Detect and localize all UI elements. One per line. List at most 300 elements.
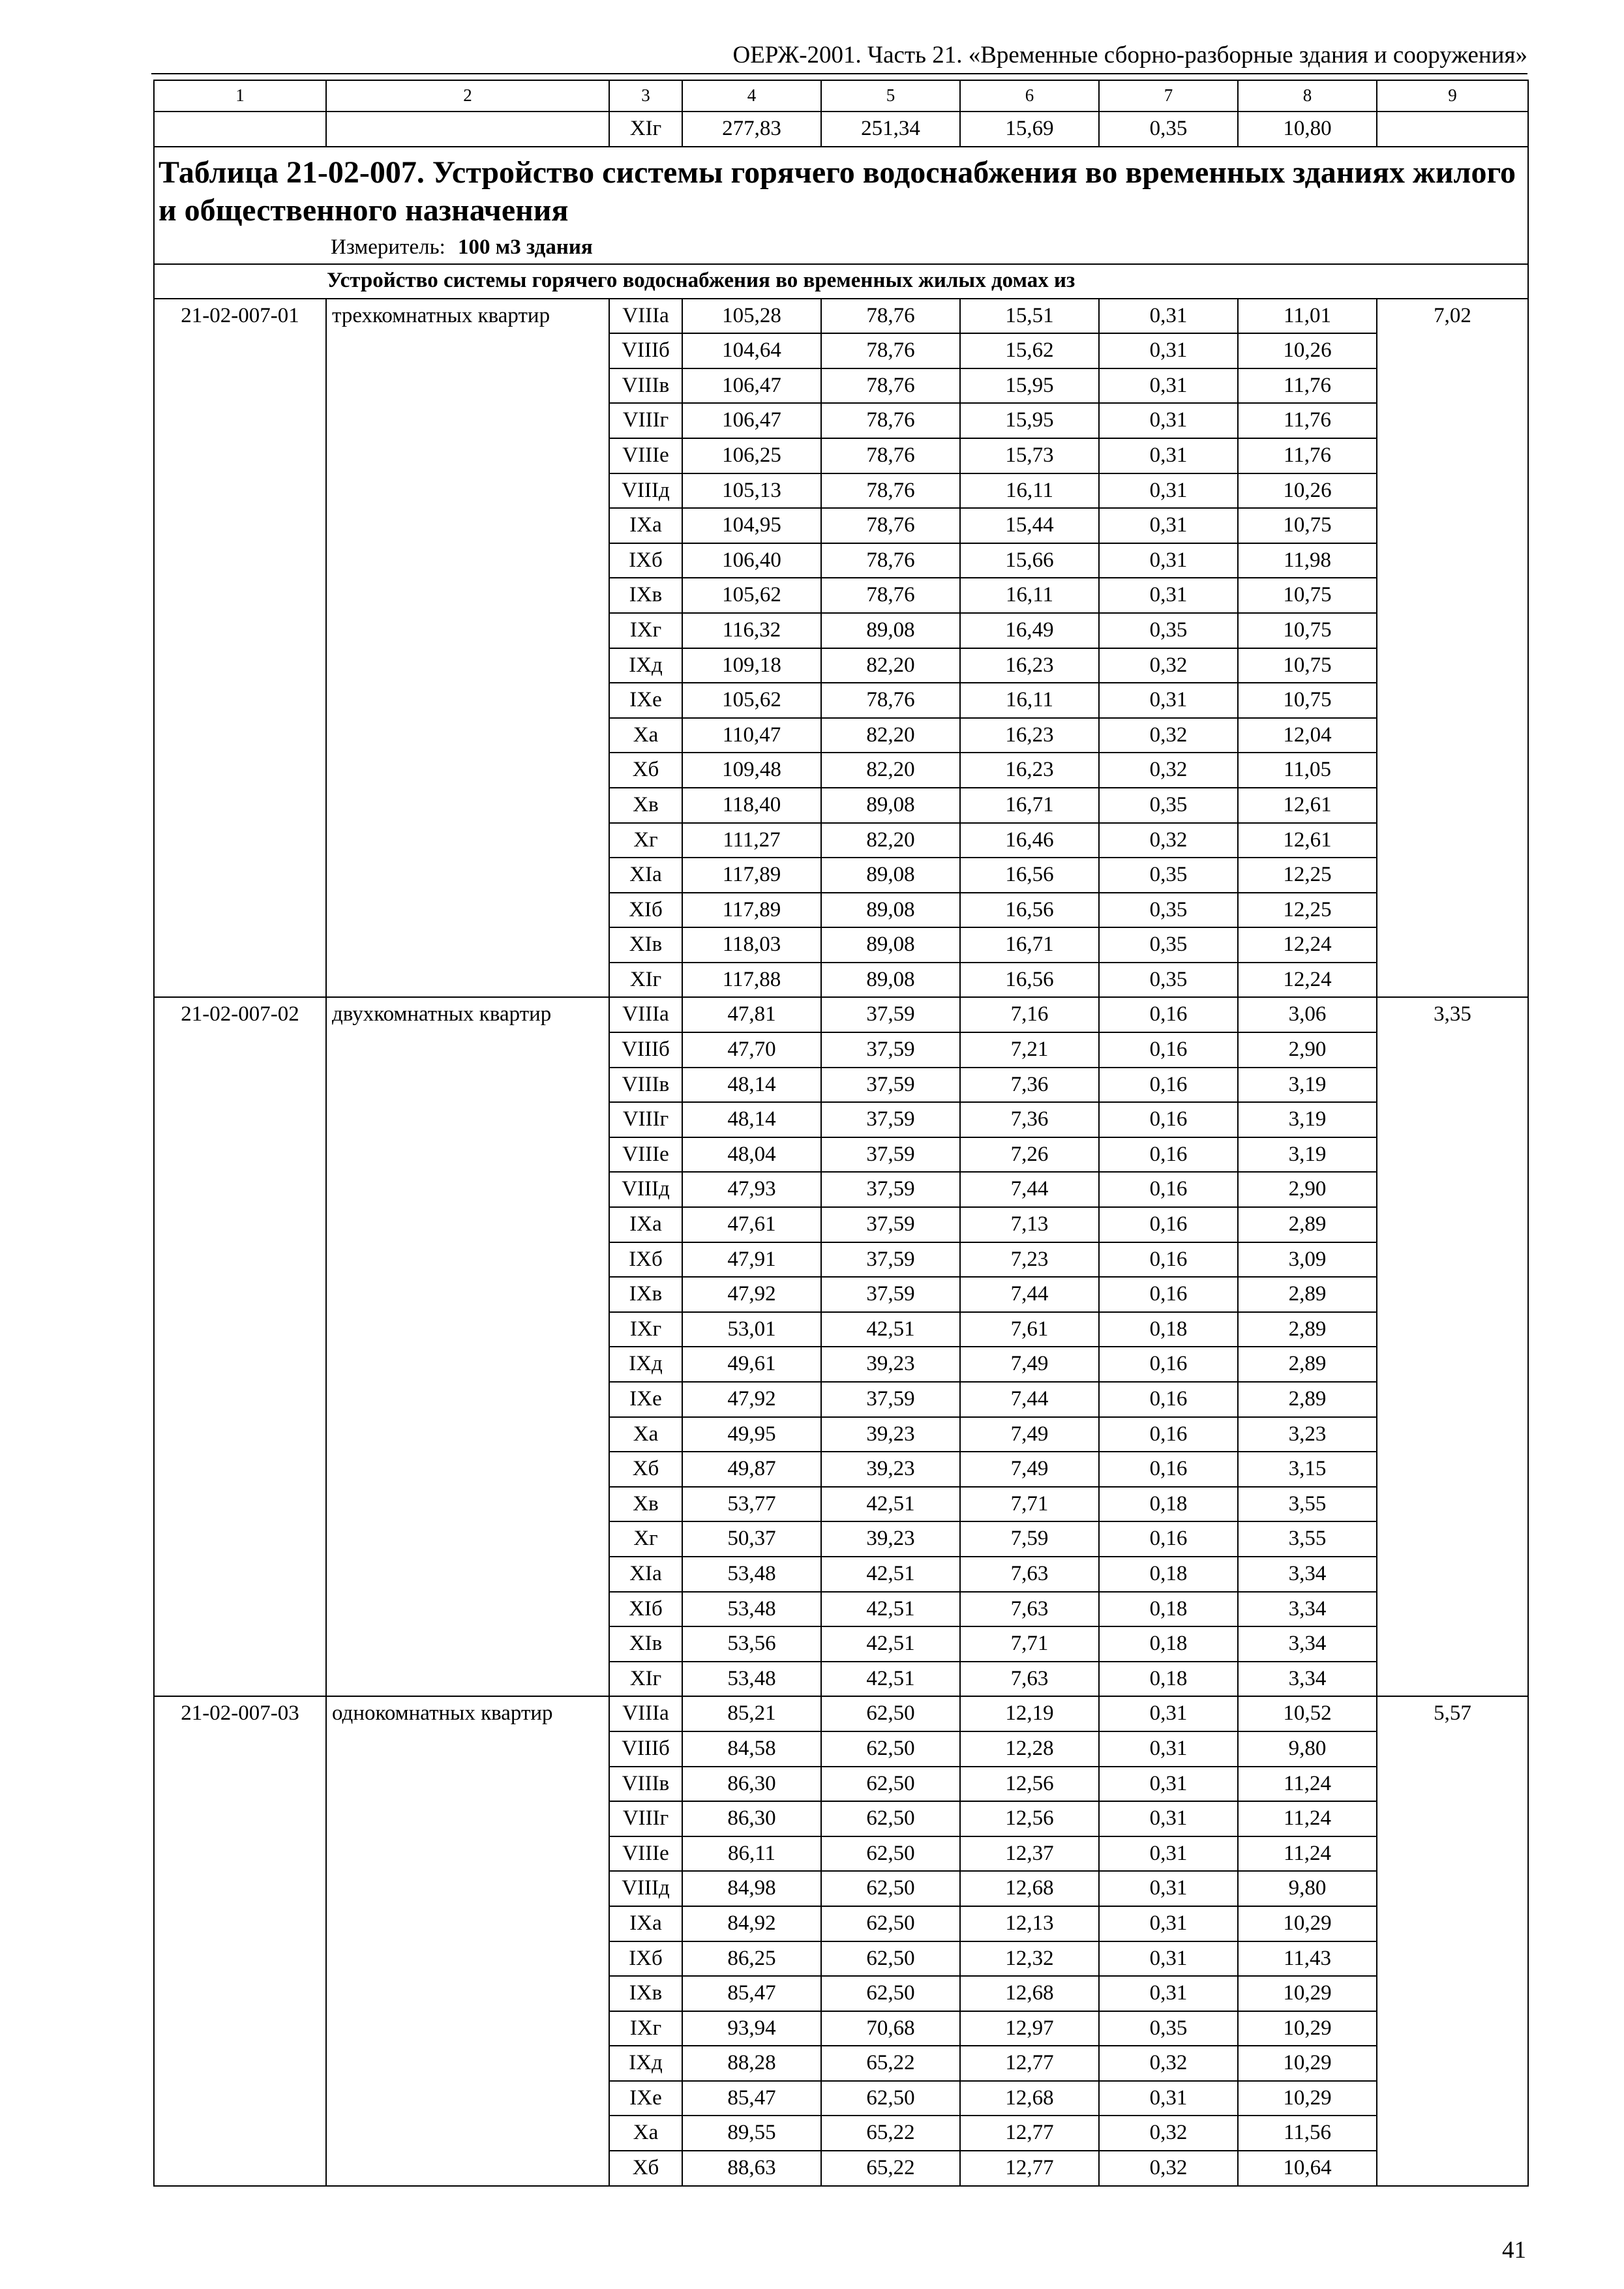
building-type: VIIIд xyxy=(609,1871,682,1906)
rates-table xyxy=(153,80,1529,2187)
column-number: 5 xyxy=(821,80,960,112)
value-cell: 48,14 xyxy=(682,1068,821,1103)
unit-line xyxy=(331,232,1524,263)
value-cell: 53,56 xyxy=(682,1626,821,1662)
value-cell: 82,20 xyxy=(821,753,960,788)
column-number: 1 xyxy=(154,80,326,112)
value-cell: 12,19 xyxy=(960,1696,1099,1731)
value-cell: 3,55 xyxy=(1238,1521,1377,1557)
building-type: Xа xyxy=(609,1417,682,1452)
value-cell: 0,31 xyxy=(1099,1941,1238,1977)
value-cell: 7,16 xyxy=(960,997,1099,1032)
header-rule xyxy=(151,73,1527,74)
value-cell: 0,16 xyxy=(1099,1382,1238,1417)
building-type: IXб xyxy=(609,1242,682,1278)
page-header: ОЕРЖ-2001. Часть 21. «Временные сборно-разборные здания и сооружения» xyxy=(732,42,1527,68)
value-cell: 11,76 xyxy=(1238,438,1377,473)
value-cell: 9,80 xyxy=(1238,1731,1377,1767)
value-cell: 39,23 xyxy=(821,1417,960,1452)
building-type: VIIIг xyxy=(609,403,682,438)
value-cell: 12,28 xyxy=(960,1731,1099,1767)
value-cell: 78,76 xyxy=(821,368,960,404)
value-cell: 42,51 xyxy=(821,1662,960,1697)
value-cell: 106,47 xyxy=(682,403,821,438)
page-number: 41 xyxy=(1502,2237,1526,2264)
value-cell: 0,31 xyxy=(1099,438,1238,473)
value-cell: 11,24 xyxy=(1238,1801,1377,1836)
value-cell: 2,89 xyxy=(1238,1277,1377,1312)
value-cell: 7,26 xyxy=(960,1137,1099,1173)
value-cell: 12,24 xyxy=(1238,963,1377,998)
value-cell: 62,50 xyxy=(821,1767,960,1802)
value-cell: 7,44 xyxy=(960,1382,1099,1417)
value-cell: 12,61 xyxy=(1238,788,1377,823)
building-type: VIIIе xyxy=(609,1836,682,1872)
value-cell: 62,50 xyxy=(821,1941,960,1977)
value-cell: 0,35 xyxy=(1099,613,1238,648)
value-cell: 10,29 xyxy=(1238,2011,1377,2046)
table-row xyxy=(154,1696,1528,1731)
value-cell: 7,21 xyxy=(960,1032,1099,1068)
carry-cell: 15,69 xyxy=(960,112,1099,147)
value-cell: 10,29 xyxy=(1238,2081,1377,2116)
value-cell: 15,66 xyxy=(960,543,1099,578)
building-type: IXд xyxy=(609,1347,682,1382)
carry-cell xyxy=(1377,112,1528,147)
value-cell: 0,32 xyxy=(1099,648,1238,683)
section-title: Устройство системы горячего водоснабжения во временных жилых домах из xyxy=(154,264,1528,299)
value-cell: 0,31 xyxy=(1099,1767,1238,1802)
value-cell: 12,32 xyxy=(960,1941,1099,1977)
value-cell: 42,51 xyxy=(821,1557,960,1592)
value-cell: 118,03 xyxy=(682,927,821,963)
carry-cell: XIг xyxy=(609,112,682,147)
building-type: Xв xyxy=(609,1487,682,1522)
value-cell: 0,31 xyxy=(1099,1906,1238,1941)
value-cell: 37,59 xyxy=(821,1382,960,1417)
value-cell: 3,09 xyxy=(1238,1242,1377,1278)
value-cell: 37,59 xyxy=(821,1172,960,1207)
value-cell: 16,56 xyxy=(960,893,1099,928)
value-cell: 89,08 xyxy=(821,858,960,893)
value-cell: 0,35 xyxy=(1099,893,1238,928)
value-cell: 86,30 xyxy=(682,1767,821,1802)
value-cell: 11,01 xyxy=(1238,299,1377,334)
value-cell: 109,18 xyxy=(682,648,821,683)
value-cell: 118,40 xyxy=(682,788,821,823)
carry-cell xyxy=(326,112,609,147)
value-cell: 62,50 xyxy=(821,1906,960,1941)
value-cell: 105,28 xyxy=(682,299,821,334)
value-cell: 12,13 xyxy=(960,1906,1099,1941)
value-cell: 0,31 xyxy=(1099,578,1238,613)
value-cell: 117,88 xyxy=(682,963,821,998)
value-cell: 7,61 xyxy=(960,1312,1099,1347)
value-cell: 0,31 xyxy=(1099,403,1238,438)
value-cell: 0,31 xyxy=(1099,333,1238,368)
value-cell: 0,32 xyxy=(1099,2116,1238,2151)
value-cell: 2,89 xyxy=(1238,1312,1377,1347)
value-cell: 111,27 xyxy=(682,823,821,858)
value-cell: 42,51 xyxy=(821,1592,960,1627)
building-type: Xа xyxy=(609,2116,682,2151)
value-cell: 85,47 xyxy=(682,1976,821,2011)
value-cell: 53,01 xyxy=(682,1312,821,1347)
building-type: VIIIа xyxy=(609,997,682,1032)
value-cell: 3,34 xyxy=(1238,1626,1377,1662)
value-cell: 78,76 xyxy=(821,403,960,438)
value-cell: 65,22 xyxy=(821,2151,960,2186)
value-cell: 0,31 xyxy=(1099,2081,1238,2116)
value-cell: 78,76 xyxy=(821,299,960,334)
column-number: 6 xyxy=(960,80,1099,112)
building-type: VIIIа xyxy=(609,299,682,334)
value-cell: 0,16 xyxy=(1099,1521,1238,1557)
table-body xyxy=(154,80,1528,2186)
value-cell: 11,43 xyxy=(1238,1941,1377,1977)
value-cell: 3,34 xyxy=(1238,1662,1377,1697)
value-cell: 0,31 xyxy=(1099,683,1238,718)
value-cell: 82,20 xyxy=(821,823,960,858)
value-cell: 12,24 xyxy=(1238,927,1377,963)
value-cell: 12,25 xyxy=(1238,893,1377,928)
value-cell: 84,98 xyxy=(682,1871,821,1906)
value-cell: 47,61 xyxy=(682,1207,821,1242)
value-cell: 16,23 xyxy=(960,718,1099,753)
value-cell: 0,16 xyxy=(1099,1242,1238,1278)
title-row xyxy=(154,147,1528,264)
value-cell: 0,32 xyxy=(1099,2046,1238,2081)
value-cell: 15,95 xyxy=(960,368,1099,404)
value-cell: 93,94 xyxy=(682,2011,821,2046)
value-cell: 86,25 xyxy=(682,1941,821,1977)
value-cell: 116,32 xyxy=(682,613,821,648)
value-cell: 2,90 xyxy=(1238,1032,1377,1068)
column-9-value: 3,35 xyxy=(1377,997,1528,1696)
value-cell: 10,75 xyxy=(1238,683,1377,718)
rate-description: однокомнатных квартир xyxy=(326,1696,609,2185)
building-type: Xг xyxy=(609,823,682,858)
building-type: XIб xyxy=(609,1592,682,1627)
value-cell: 12,56 xyxy=(960,1767,1099,1802)
value-cell: 11,98 xyxy=(1238,543,1377,578)
value-cell: 7,71 xyxy=(960,1626,1099,1662)
value-cell: 3,15 xyxy=(1238,1452,1377,1487)
value-cell: 15,51 xyxy=(960,299,1099,334)
value-cell: 0,31 xyxy=(1099,543,1238,578)
value-cell: 53,77 xyxy=(682,1487,821,1522)
value-cell: 0,32 xyxy=(1099,753,1238,788)
building-type: Xб xyxy=(609,1452,682,1487)
value-cell: 85,21 xyxy=(682,1696,821,1731)
value-cell: 15,44 xyxy=(960,508,1099,543)
column-number: 3 xyxy=(609,80,682,112)
value-cell: 7,44 xyxy=(960,1277,1099,1312)
value-cell: 12,37 xyxy=(960,1836,1099,1872)
building-type: IXв xyxy=(609,578,682,613)
value-cell: 3,34 xyxy=(1238,1592,1377,1627)
value-cell: 47,81 xyxy=(682,997,821,1032)
value-cell: 84,92 xyxy=(682,1906,821,1941)
value-cell: 7,44 xyxy=(960,1172,1099,1207)
building-type: VIIIв xyxy=(609,1767,682,1802)
value-cell: 104,95 xyxy=(682,508,821,543)
value-cell: 10,26 xyxy=(1238,333,1377,368)
value-cell: 0,18 xyxy=(1099,1487,1238,1522)
value-cell: 0,31 xyxy=(1099,299,1238,334)
building-type: IXа xyxy=(609,508,682,543)
unit-value: 100 м3 здания xyxy=(458,235,593,259)
value-cell: 0,31 xyxy=(1099,473,1238,509)
building-type: IXг xyxy=(609,613,682,648)
value-cell: 16,11 xyxy=(960,473,1099,509)
carry-cell: 10,80 xyxy=(1238,112,1377,147)
table-row xyxy=(154,299,1528,334)
value-cell: 10,75 xyxy=(1238,613,1377,648)
value-cell: 42,51 xyxy=(821,1312,960,1347)
value-cell: 0,16 xyxy=(1099,1102,1238,1137)
rate-description: трехкомнатных квартир xyxy=(326,299,609,998)
value-cell: 37,59 xyxy=(821,1242,960,1278)
building-type: IXа xyxy=(609,1207,682,1242)
value-cell: 16,71 xyxy=(960,927,1099,963)
unit-label: Измеритель: xyxy=(331,235,445,259)
value-cell: 62,50 xyxy=(821,1731,960,1767)
value-cell: 62,50 xyxy=(821,2081,960,2116)
value-cell: 0,35 xyxy=(1099,963,1238,998)
carry-cell: 277,83 xyxy=(682,112,821,147)
value-cell: 10,64 xyxy=(1238,2151,1377,2186)
value-cell: 16,56 xyxy=(960,963,1099,998)
value-cell: 84,58 xyxy=(682,1731,821,1767)
building-type: IXб xyxy=(609,1941,682,1977)
value-cell: 3,19 xyxy=(1238,1068,1377,1103)
value-cell: 2,89 xyxy=(1238,1347,1377,1382)
building-type: VIIIе xyxy=(609,438,682,473)
building-type: XIв xyxy=(609,927,682,963)
value-cell: 10,75 xyxy=(1238,508,1377,543)
value-cell: 39,23 xyxy=(821,1347,960,1382)
value-cell: 37,59 xyxy=(821,997,960,1032)
building-type: VIIIд xyxy=(609,473,682,509)
value-cell: 7,49 xyxy=(960,1347,1099,1382)
value-cell: 0,31 xyxy=(1099,1836,1238,1872)
value-cell: 11,24 xyxy=(1238,1836,1377,1872)
building-type: Xа xyxy=(609,718,682,753)
value-cell: 7,36 xyxy=(960,1102,1099,1137)
value-cell: 7,36 xyxy=(960,1068,1099,1103)
value-cell: 0,16 xyxy=(1099,1172,1238,1207)
table-row xyxy=(154,997,1528,1032)
value-cell: 0,18 xyxy=(1099,1592,1238,1627)
value-cell: 47,92 xyxy=(682,1277,821,1312)
value-cell: 12,97 xyxy=(960,2011,1099,2046)
building-type: XIа xyxy=(609,1557,682,1592)
value-cell: 70,68 xyxy=(821,2011,960,2046)
value-cell: 10,75 xyxy=(1238,578,1377,613)
column-9-value: 7,02 xyxy=(1377,299,1528,998)
value-cell: 7,71 xyxy=(960,1487,1099,1522)
value-cell: 12,68 xyxy=(960,1976,1099,2011)
value-cell: 10,29 xyxy=(1238,1976,1377,2011)
value-cell: 39,23 xyxy=(821,1452,960,1487)
value-cell: 105,62 xyxy=(682,683,821,718)
value-cell: 12,68 xyxy=(960,2081,1099,2116)
rate-description: двухкомнатных квартир xyxy=(326,997,609,1696)
value-cell: 7,63 xyxy=(960,1592,1099,1627)
building-type: IXе xyxy=(609,683,682,718)
value-cell: 11,76 xyxy=(1238,368,1377,404)
value-cell: 42,51 xyxy=(821,1626,960,1662)
value-cell: 0,16 xyxy=(1099,1068,1238,1103)
building-type: IXе xyxy=(609,2081,682,2116)
building-type: VIIIг xyxy=(609,1102,682,1137)
value-cell: 15,62 xyxy=(960,333,1099,368)
value-cell: 78,76 xyxy=(821,578,960,613)
value-cell: 37,59 xyxy=(821,1068,960,1103)
building-type: IXа xyxy=(609,1906,682,1941)
value-cell: 0,16 xyxy=(1099,1277,1238,1312)
value-cell: 7,63 xyxy=(960,1662,1099,1697)
value-cell: 117,89 xyxy=(682,893,821,928)
value-cell: 7,49 xyxy=(960,1417,1099,1452)
value-cell: 53,48 xyxy=(682,1557,821,1592)
value-cell: 0,35 xyxy=(1099,927,1238,963)
value-cell: 16,71 xyxy=(960,788,1099,823)
value-cell: 65,22 xyxy=(821,2116,960,2151)
value-cell: 10,75 xyxy=(1238,648,1377,683)
value-cell: 2,89 xyxy=(1238,1207,1377,1242)
building-type: XIг xyxy=(609,1662,682,1697)
carry-cell: 0,35 xyxy=(1099,112,1238,147)
value-cell: 117,89 xyxy=(682,858,821,893)
column-number-row xyxy=(154,80,1528,112)
value-cell: 0,31 xyxy=(1099,1801,1238,1836)
value-cell: 65,22 xyxy=(821,2046,960,2081)
value-cell: 0,32 xyxy=(1099,718,1238,753)
value-cell: 0,16 xyxy=(1099,1032,1238,1068)
building-type: VIIIг xyxy=(609,1801,682,1836)
column-number: 8 xyxy=(1238,80,1377,112)
value-cell: 2,90 xyxy=(1238,1172,1377,1207)
value-cell: 78,76 xyxy=(821,508,960,543)
value-cell: 0,16 xyxy=(1099,1137,1238,1173)
value-cell: 12,68 xyxy=(960,1871,1099,1906)
building-type: IXд xyxy=(609,2046,682,2081)
value-cell: 12,56 xyxy=(960,1801,1099,1836)
building-type: XIа xyxy=(609,858,682,893)
value-cell: 49,95 xyxy=(682,1417,821,1452)
value-cell: 11,05 xyxy=(1238,753,1377,788)
rate-code: 21-02-007-01 xyxy=(154,299,326,998)
value-cell: 12,77 xyxy=(960,2116,1099,2151)
value-cell: 0,18 xyxy=(1099,1312,1238,1347)
value-cell: 53,48 xyxy=(682,1592,821,1627)
section-row xyxy=(154,264,1528,299)
building-type: IXд xyxy=(609,648,682,683)
column-number: 4 xyxy=(682,80,821,112)
building-type: XIг xyxy=(609,963,682,998)
value-cell: 0,31 xyxy=(1099,1976,1238,2011)
value-cell: 3,34 xyxy=(1238,1557,1377,1592)
value-cell: 109,48 xyxy=(682,753,821,788)
building-type: VIIIа xyxy=(609,1696,682,1731)
value-cell: 16,23 xyxy=(960,648,1099,683)
value-cell: 0,32 xyxy=(1099,2151,1238,2186)
building-type: IXе xyxy=(609,1382,682,1417)
value-cell: 42,51 xyxy=(821,1487,960,1522)
value-cell: 7,63 xyxy=(960,1557,1099,1592)
value-cell: 2,89 xyxy=(1238,1382,1377,1417)
value-cell: 12,61 xyxy=(1238,823,1377,858)
table-title-cell xyxy=(154,147,1528,264)
value-cell: 3,19 xyxy=(1238,1102,1377,1137)
value-cell: 3,19 xyxy=(1238,1137,1377,1173)
value-cell: 82,20 xyxy=(821,648,960,683)
value-cell: 10,52 xyxy=(1238,1696,1377,1731)
value-cell: 0,16 xyxy=(1099,1207,1238,1242)
value-cell: 78,76 xyxy=(821,473,960,509)
value-cell: 0,18 xyxy=(1099,1662,1238,1697)
building-type: VIIIе xyxy=(609,1137,682,1173)
value-cell: 3,55 xyxy=(1238,1487,1377,1522)
value-cell: 89,08 xyxy=(821,788,960,823)
value-cell: 0,31 xyxy=(1099,368,1238,404)
value-cell: 37,59 xyxy=(821,1032,960,1068)
value-cell: 110,47 xyxy=(682,718,821,753)
building-type: Xг xyxy=(609,1521,682,1557)
table-title: Таблица 21-02-007. Устройство системы горячего водоснабжения во временных зданиях жилого и общественного назначения xyxy=(158,155,1516,228)
value-cell: 12,77 xyxy=(960,2046,1099,2081)
value-cell: 3,23 xyxy=(1238,1417,1377,1452)
value-cell: 7,13 xyxy=(960,1207,1099,1242)
value-cell: 11,76 xyxy=(1238,403,1377,438)
value-cell: 47,92 xyxy=(682,1382,821,1417)
value-cell: 0,35 xyxy=(1099,788,1238,823)
carry-row xyxy=(154,112,1528,147)
value-cell: 86,30 xyxy=(682,1801,821,1836)
value-cell: 37,59 xyxy=(821,1207,960,1242)
column-number: 9 xyxy=(1377,80,1528,112)
building-type: IXг xyxy=(609,2011,682,2046)
value-cell: 88,28 xyxy=(682,2046,821,2081)
value-cell: 106,25 xyxy=(682,438,821,473)
column-9-value: 5,57 xyxy=(1377,1696,1528,2185)
building-type: IXв xyxy=(609,1277,682,1312)
value-cell: 104,64 xyxy=(682,333,821,368)
value-cell: 15,73 xyxy=(960,438,1099,473)
value-cell: 48,04 xyxy=(682,1137,821,1173)
value-cell: 0,31 xyxy=(1099,1696,1238,1731)
building-type: VIIIб xyxy=(609,333,682,368)
value-cell: 0,16 xyxy=(1099,1347,1238,1382)
building-type: XIв xyxy=(609,1626,682,1662)
value-cell: 106,40 xyxy=(682,543,821,578)
value-cell: 47,93 xyxy=(682,1172,821,1207)
value-cell: 9,80 xyxy=(1238,1871,1377,1906)
value-cell: 12,77 xyxy=(960,2151,1099,2186)
value-cell: 88,63 xyxy=(682,2151,821,2186)
column-number: 7 xyxy=(1099,80,1238,112)
column-number: 2 xyxy=(326,80,609,112)
building-type: IXб xyxy=(609,543,682,578)
value-cell: 3,06 xyxy=(1238,997,1377,1032)
value-cell: 7,49 xyxy=(960,1452,1099,1487)
value-cell: 78,76 xyxy=(821,543,960,578)
value-cell: 16,46 xyxy=(960,823,1099,858)
value-cell: 15,95 xyxy=(960,403,1099,438)
value-cell: 0,18 xyxy=(1099,1626,1238,1662)
